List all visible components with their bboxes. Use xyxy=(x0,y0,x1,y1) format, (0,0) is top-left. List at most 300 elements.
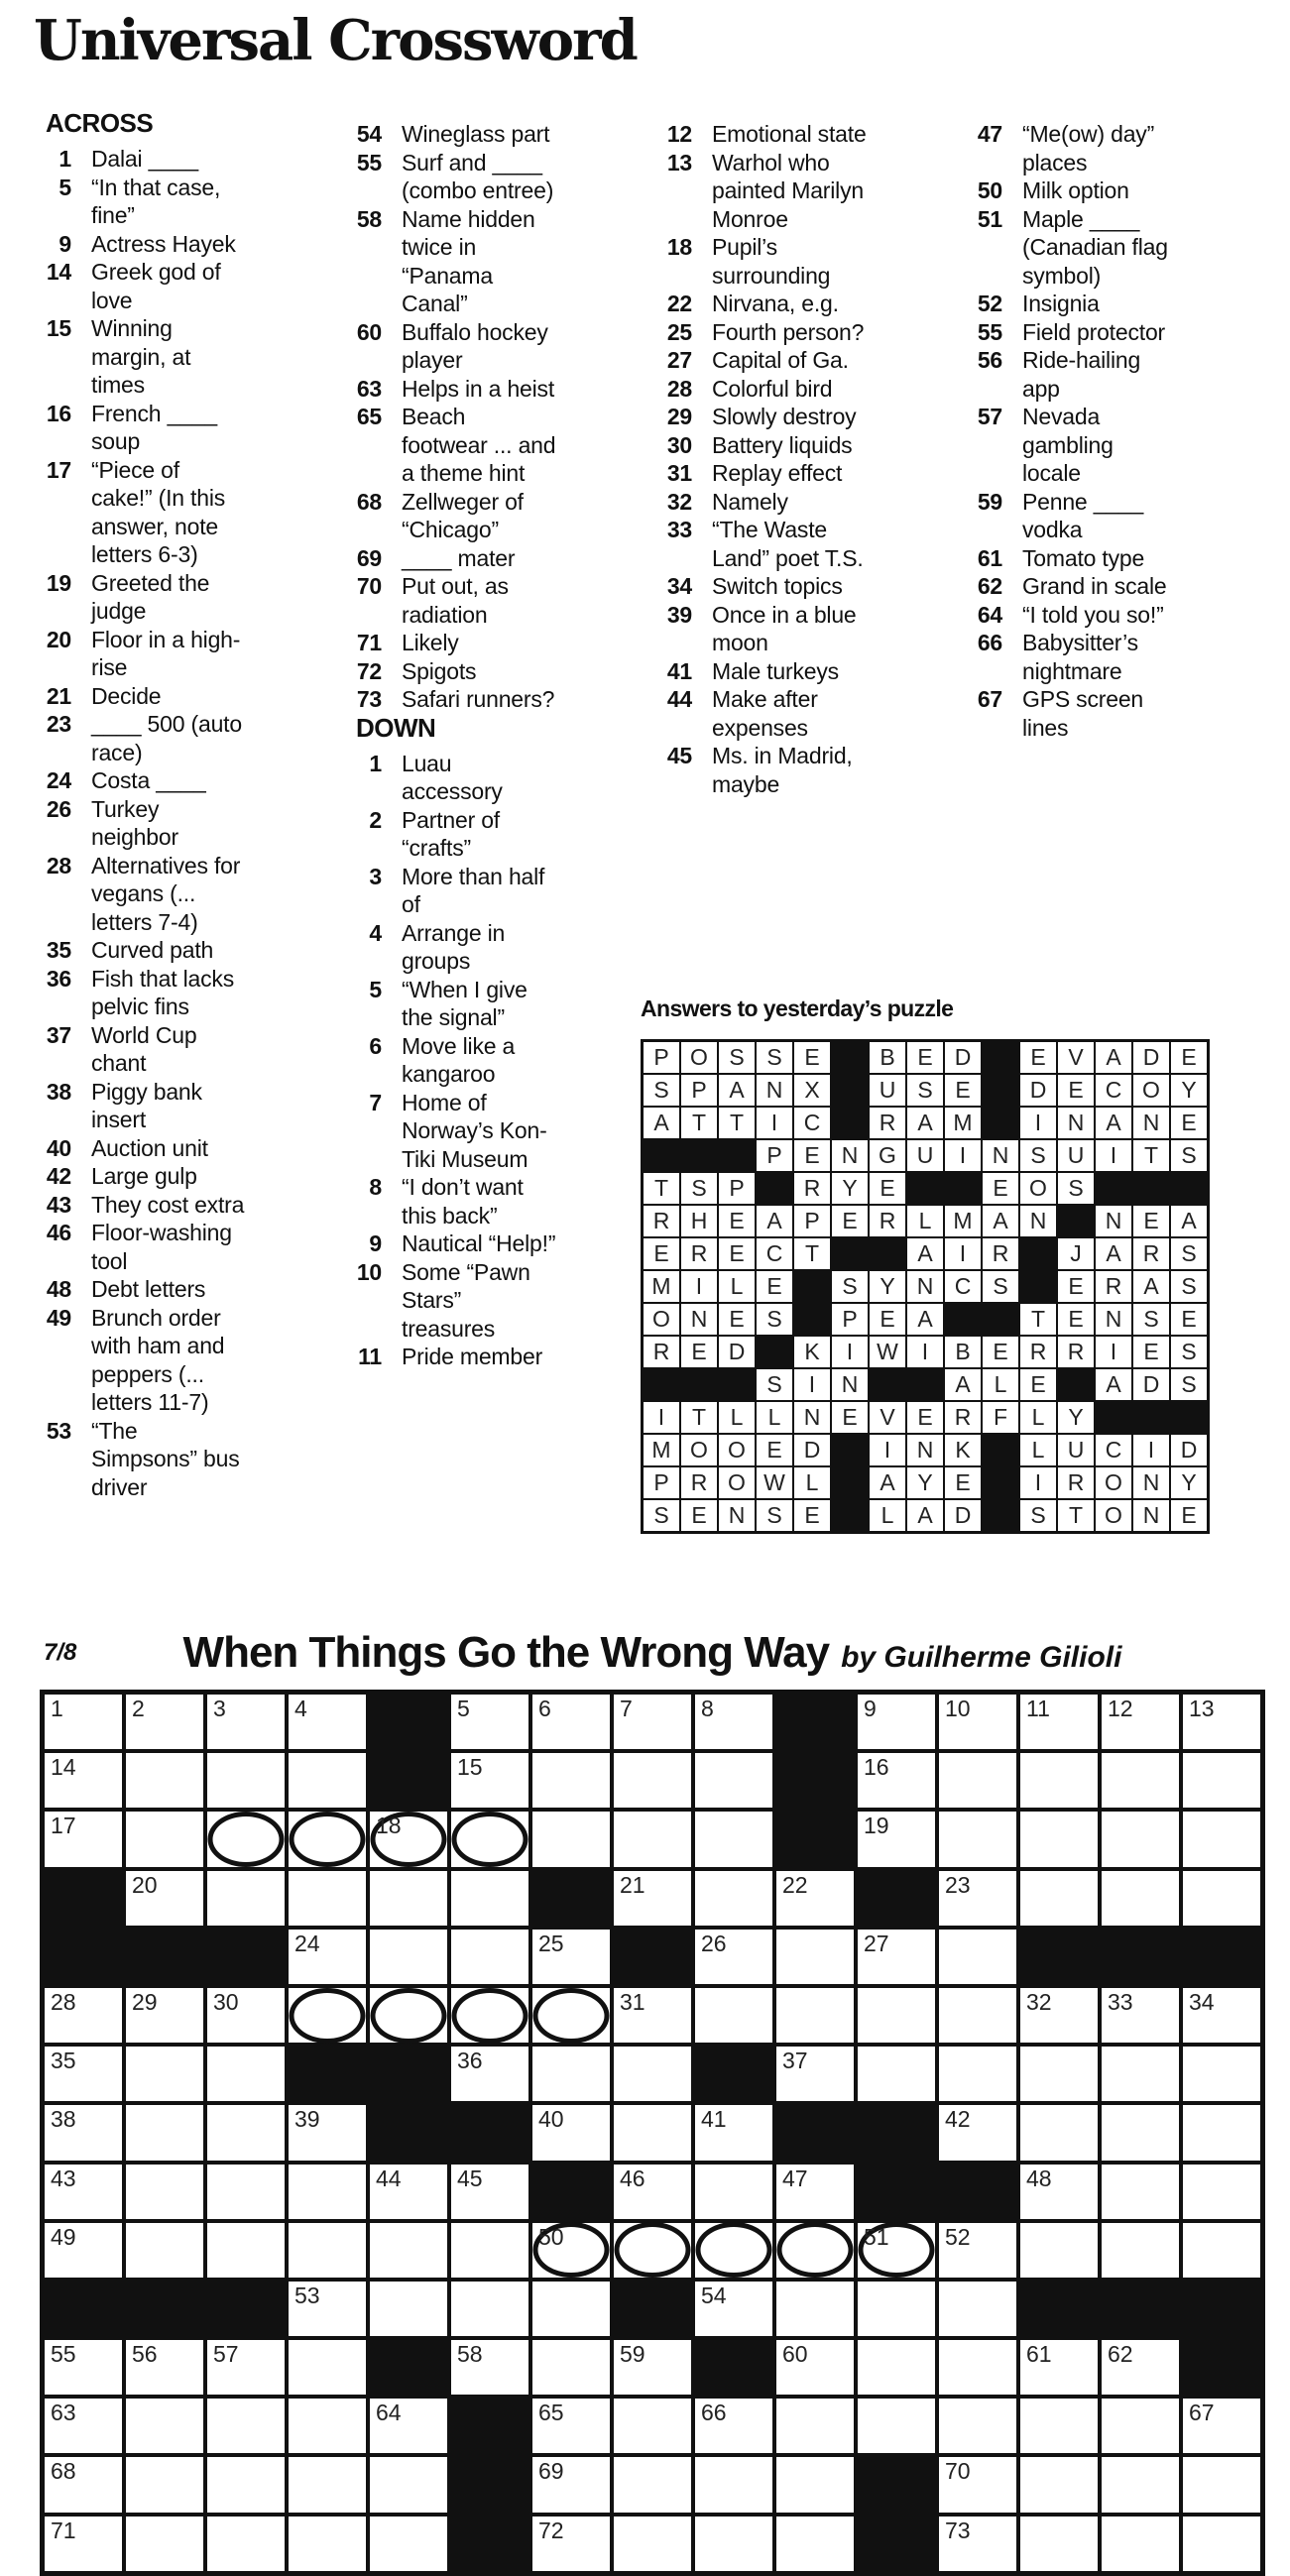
grid-cell[interactable] xyxy=(1183,2047,1260,2101)
cell-number: 47 xyxy=(782,2165,808,2191)
cell-number: 41 xyxy=(701,2106,727,2133)
grid-cell[interactable] xyxy=(126,2105,203,2160)
grid-cell[interactable] xyxy=(858,1812,935,1866)
grid-cell[interactable] xyxy=(1183,2457,1260,2512)
clue-text: Field protector xyxy=(1022,318,1166,345)
grid-cell[interactable] xyxy=(1020,2165,1098,2219)
grid-cell[interactable] xyxy=(370,1988,447,2043)
answer-cell: I xyxy=(907,1337,943,1367)
grid-cell[interactable] xyxy=(532,2457,610,2512)
clue-item xyxy=(650,346,873,375)
cell-number: 10 xyxy=(945,1696,971,1721)
grid-cell[interactable] xyxy=(289,2457,366,2512)
grid-cell[interactable] xyxy=(614,2047,691,2101)
answer-cell: Y xyxy=(1171,1467,1207,1498)
clue-number: 28 xyxy=(46,852,71,878)
grid-cell[interactable] xyxy=(126,2457,203,2512)
grid-cell[interactable] xyxy=(614,1988,691,2043)
grid-cell[interactable] xyxy=(1183,1695,1260,1749)
grid-cell[interactable] xyxy=(614,1812,691,1866)
grid-cell[interactable] xyxy=(370,2223,447,2278)
answer-cell: I xyxy=(1096,1140,1131,1171)
grid-cell[interactable] xyxy=(207,2457,285,2512)
grid-cell[interactable] xyxy=(939,2282,1016,2336)
grid-cell[interactable] xyxy=(45,1695,122,1749)
grid-cell[interactable] xyxy=(126,1812,203,1866)
answer-cell-black xyxy=(832,1042,868,1073)
grid-cell[interactable] xyxy=(45,2399,122,2453)
grid-cell[interactable] xyxy=(776,1988,854,2043)
grid-cell[interactable] xyxy=(1183,2517,1260,2571)
grid-cell[interactable] xyxy=(614,2340,691,2395)
grid-cell[interactable] xyxy=(289,2165,366,2219)
answer-cell: R xyxy=(870,1206,905,1236)
grid-cell[interactable] xyxy=(289,1871,366,1926)
grid-cell[interactable] xyxy=(858,1753,935,1808)
grid-cell[interactable] xyxy=(776,2517,854,2571)
grid-cell[interactable] xyxy=(532,2105,610,2160)
grid-cell-black xyxy=(289,2047,366,2101)
grid-cell[interactable] xyxy=(451,2047,528,2101)
grid-cell[interactable] xyxy=(776,2399,854,2453)
grid-cell[interactable] xyxy=(207,1753,285,1808)
grid-cell[interactable] xyxy=(1020,1695,1098,1749)
grid-cell[interactable] xyxy=(1102,1871,1179,1926)
grid-cell[interactable] xyxy=(532,2340,610,2395)
clue-text: “In that case, fine” xyxy=(91,174,221,228)
grid-cell[interactable] xyxy=(858,2340,935,2395)
grid-cell[interactable] xyxy=(289,1753,366,1808)
grid-cell[interactable] xyxy=(45,1812,122,1866)
grid-cell[interactable] xyxy=(1183,2105,1260,2160)
grid-cell[interactable] xyxy=(939,2340,1016,2395)
clue-text: Nevada gambling locale xyxy=(1022,404,1114,486)
theme-circle xyxy=(452,1988,528,2044)
grid-cell[interactable] xyxy=(776,2282,854,2336)
grid-cell[interactable] xyxy=(695,1695,772,1749)
grid-cell[interactable] xyxy=(614,2517,691,2571)
answer-cell: C xyxy=(757,1238,792,1269)
clue-text: Turkey neighbor xyxy=(91,795,178,850)
grid-cell[interactable] xyxy=(207,2047,285,2101)
page-title: Universal Crossword xyxy=(34,8,637,73)
grid-cell[interactable] xyxy=(776,2047,854,2101)
grid-cell[interactable] xyxy=(776,1930,854,1984)
grid-cell[interactable] xyxy=(695,2399,772,2453)
grid-cell[interactable] xyxy=(451,2165,528,2219)
clue-text: Ride-hailing app xyxy=(1022,347,1141,402)
grid-cell[interactable] xyxy=(451,1753,528,1808)
grid-cell-black xyxy=(45,1930,122,1984)
clue-text: Fish that lacks pelvic fins xyxy=(91,965,234,1019)
grid-cell[interactable] xyxy=(45,2105,122,2160)
grid-cell[interactable] xyxy=(45,2457,122,2512)
clue-text: Beach footwear ... and a theme hint xyxy=(402,404,556,486)
grid-cell[interactable] xyxy=(289,1695,366,1749)
grid-cell[interactable] xyxy=(1102,2457,1179,2512)
grid-cell[interactable] xyxy=(532,2282,610,2336)
grid-cell[interactable] xyxy=(370,1930,447,1984)
grid-cell[interactable] xyxy=(207,2223,285,2278)
grid-cell[interactable] xyxy=(370,2517,447,2571)
grid-cell[interactable] xyxy=(1020,1812,1098,1866)
clue-text: Decide xyxy=(91,682,162,709)
grid-cell[interactable] xyxy=(614,1695,691,1749)
cell-number: 52 xyxy=(945,2223,971,2250)
answer-cell: R xyxy=(983,1238,1018,1269)
grid-cell[interactable] xyxy=(289,2517,366,2571)
clue-item xyxy=(30,795,252,852)
answer-cell-black xyxy=(1133,1402,1169,1433)
grid-cell[interactable] xyxy=(695,2105,772,2160)
grid-cell[interactable] xyxy=(1183,2165,1260,2219)
answer-cell: A xyxy=(907,1238,943,1269)
grid-cell[interactable] xyxy=(939,2047,1016,2101)
grid-cell[interactable] xyxy=(207,2165,285,2219)
answer-cell: E xyxy=(1171,1042,1207,1073)
cell-number: 25 xyxy=(538,1930,564,1956)
grid-cell[interactable] xyxy=(614,2457,691,2512)
grid-cell[interactable] xyxy=(1183,1753,1260,1808)
grid-cell[interactable] xyxy=(126,1871,203,1926)
grid-cell[interactable] xyxy=(695,2223,772,2278)
grid-cell[interactable] xyxy=(451,1930,528,1984)
grid-cell[interactable] xyxy=(370,2165,447,2219)
grid-cell[interactable] xyxy=(1102,1812,1179,1866)
grid-cell-black xyxy=(776,2105,854,2160)
grid-cell[interactable] xyxy=(1102,2105,1179,2160)
grid-cell[interactable] xyxy=(207,1871,285,1926)
answer-cell-black xyxy=(832,1108,868,1138)
grid-cell[interactable] xyxy=(451,2282,528,2336)
answer-cell: Y xyxy=(870,1271,905,1302)
grid-cell[interactable] xyxy=(695,1988,772,2043)
clue-column-4 xyxy=(961,120,1183,742)
grid-cell[interactable] xyxy=(370,2399,447,2453)
grid-cell[interactable] xyxy=(1102,2340,1179,2395)
answer-cell: A xyxy=(1096,1369,1131,1400)
grid-cell[interactable] xyxy=(614,2223,691,2278)
answer-cell: E xyxy=(1171,1304,1207,1335)
grid-cell[interactable] xyxy=(1183,1871,1260,1926)
grid-cell[interactable] xyxy=(858,2223,935,2278)
clue-text: Replay effect xyxy=(712,460,843,486)
clue-number: 22 xyxy=(666,291,692,316)
clue-text: Name hidden twice in “Panama Canal” xyxy=(402,205,535,316)
grid-cell[interactable] xyxy=(289,2105,366,2160)
grid-cell[interactable] xyxy=(45,1753,122,1808)
grid-cell[interactable] xyxy=(614,1753,691,1808)
grid-cell[interactable] xyxy=(939,2105,1016,2160)
grid-cell[interactable] xyxy=(126,2047,203,2101)
grid-cell-black xyxy=(207,2282,285,2336)
clue-item xyxy=(30,1162,252,1191)
grid-cell[interactable] xyxy=(289,1812,366,1866)
grid-cell[interactable] xyxy=(207,2399,285,2453)
grid-cell[interactable] xyxy=(614,1871,691,1926)
theme-circle xyxy=(533,1988,610,2044)
grid-cell[interactable] xyxy=(695,2165,772,2219)
clue-number: 68 xyxy=(356,488,382,515)
clue-item xyxy=(30,258,252,314)
answer-cell: A xyxy=(1096,1042,1131,1073)
grid-cell[interactable] xyxy=(695,1753,772,1808)
grid-cell[interactable] xyxy=(939,2517,1016,2571)
grid-cell[interactable] xyxy=(1102,2165,1179,2219)
grid-cell[interactable] xyxy=(289,2399,366,2453)
grid-cell[interactable] xyxy=(289,2223,366,2278)
grid-cell[interactable] xyxy=(207,1988,285,2043)
grid-cell-black xyxy=(451,2517,528,2571)
grid-cell[interactable] xyxy=(1102,2517,1179,2571)
grid-cell[interactable] xyxy=(532,1753,610,1808)
grid-cell[interactable] xyxy=(1020,2399,1098,2453)
clue-number: 57 xyxy=(977,404,1002,429)
clue-item xyxy=(340,544,562,573)
grid-cell[interactable] xyxy=(370,2282,447,2336)
clue-item xyxy=(30,1304,252,1417)
grid-cell[interactable] xyxy=(126,1988,203,2043)
answer-cell: D xyxy=(945,1500,981,1531)
grid-cell[interactable] xyxy=(1102,1695,1179,1749)
grid-cell[interactable] xyxy=(858,2282,935,2336)
grid-cell[interactable] xyxy=(776,2165,854,2219)
grid-cell[interactable] xyxy=(207,1812,285,1866)
cell-number: 15 xyxy=(457,1754,483,1781)
grid-cell[interactable] xyxy=(45,2223,122,2278)
grid-cell[interactable] xyxy=(858,1930,935,1984)
grid-cell[interactable] xyxy=(126,2399,203,2453)
grid-cell[interactable] xyxy=(1020,2457,1098,2512)
grid-cell[interactable] xyxy=(939,1753,1016,1808)
grid-cell[interactable] xyxy=(370,2457,447,2512)
clue-item xyxy=(650,488,873,517)
grid-cell[interactable] xyxy=(1020,1871,1098,1926)
grid-cell[interactable] xyxy=(532,1812,610,1866)
grid-cell[interactable] xyxy=(532,1930,610,1984)
grid-cell[interactable] xyxy=(695,1871,772,1926)
clue-item xyxy=(961,346,1183,403)
grid-cell[interactable] xyxy=(776,2223,854,2278)
grid-cell[interactable] xyxy=(1020,2517,1098,2571)
cell-number: 64 xyxy=(376,2400,402,2426)
grid-cell[interactable] xyxy=(126,1695,203,1749)
clue-text: Put out, as radiation xyxy=(402,573,509,628)
grid-cell[interactable] xyxy=(126,2223,203,2278)
grid-cell[interactable] xyxy=(45,2047,122,2101)
grid-cell[interactable] xyxy=(1183,2223,1260,2278)
grid-cell[interactable] xyxy=(1102,2399,1179,2453)
clue-item xyxy=(650,431,873,460)
grid-cell[interactable] xyxy=(695,1930,772,1984)
clue-number: 10 xyxy=(356,1258,382,1285)
grid-cell[interactable] xyxy=(776,2340,854,2395)
grid-cell[interactable] xyxy=(126,2517,203,2571)
grid-cell-black xyxy=(370,2047,447,2101)
answer-cell: A xyxy=(907,1304,943,1335)
answer-cell: N xyxy=(907,1271,943,1302)
grid-cell[interactable] xyxy=(532,2399,610,2453)
grid-cell[interactable] xyxy=(451,1871,528,1926)
grid-cell[interactable] xyxy=(858,2399,935,2453)
grid-cell[interactable] xyxy=(776,2457,854,2512)
clue-number: 60 xyxy=(356,318,382,345)
grid-cell[interactable] xyxy=(1020,2047,1098,2101)
clue-item xyxy=(30,936,252,965)
grid-cell[interactable] xyxy=(451,1695,528,1749)
answer-cell: R xyxy=(1133,1238,1169,1269)
grid-cell[interactable] xyxy=(532,1695,610,1749)
grid-cell[interactable] xyxy=(207,1695,285,1749)
clue-item xyxy=(650,742,873,798)
grid-cell[interactable] xyxy=(1183,1812,1260,1866)
theme-circle xyxy=(696,2222,772,2278)
grid-cell[interactable] xyxy=(695,2282,772,2336)
clue-number: 70 xyxy=(356,573,382,599)
grid-cell[interactable] xyxy=(939,2457,1016,2512)
clue-number: 9 xyxy=(59,230,71,257)
grid-cell[interactable] xyxy=(126,1753,203,1808)
grid-cell[interactable] xyxy=(1020,2223,1098,2278)
answer-cell: S xyxy=(644,1075,679,1106)
grid-cell[interactable] xyxy=(207,2105,285,2160)
grid-cell[interactable] xyxy=(1183,2399,1260,2453)
clue-text: Arrange in groups xyxy=(402,919,506,974)
grid-cell[interactable] xyxy=(1020,2105,1098,2160)
answer-cell: R xyxy=(1058,1467,1094,1498)
grid-cell[interactable] xyxy=(1102,1988,1179,2043)
grid-cell[interactable] xyxy=(939,2223,1016,2278)
answer-cell: I xyxy=(1096,1337,1131,1367)
answer-cell: L xyxy=(1020,1402,1056,1433)
grid-cell[interactable] xyxy=(532,2223,610,2278)
clue-number: 3 xyxy=(369,863,382,889)
clue-item xyxy=(30,1219,252,1275)
grid-cell[interactable] xyxy=(451,1988,528,2043)
grid-cell[interactable] xyxy=(451,2340,528,2395)
clue-number: 25 xyxy=(666,318,692,345)
clue-item xyxy=(961,601,1183,630)
answer-cell: C xyxy=(794,1108,830,1138)
grid-cell[interactable] xyxy=(532,2517,610,2571)
answer-cell: E xyxy=(1133,1206,1169,1236)
clue-item xyxy=(961,205,1183,291)
grid-cell[interactable] xyxy=(1020,2340,1098,2395)
clue-number: 12 xyxy=(666,121,692,147)
grid-cell[interactable] xyxy=(614,2165,691,2219)
grid-cell[interactable] xyxy=(858,2047,935,2101)
answer-cell: N xyxy=(681,1304,717,1335)
grid-cell[interactable] xyxy=(45,2340,122,2395)
grid-cell-black xyxy=(695,2340,772,2395)
clue-number: 56 xyxy=(977,347,1002,373)
clue-number: 58 xyxy=(356,205,382,232)
grid-cell[interactable] xyxy=(370,1812,447,1866)
grid-cell[interactable] xyxy=(939,2399,1016,2453)
grid-cell[interactable] xyxy=(451,2223,528,2278)
grid-cell[interactable] xyxy=(289,2282,366,2336)
grid-cell[interactable] xyxy=(370,1871,447,1926)
grid-cell[interactable] xyxy=(45,2517,122,2571)
grid-cell[interactable] xyxy=(1102,2047,1179,2101)
answer-cell: E xyxy=(681,1500,717,1531)
grid-cell[interactable] xyxy=(695,2517,772,2571)
clue-item xyxy=(30,230,252,259)
grid-cell[interactable] xyxy=(858,1695,935,1749)
clue-item xyxy=(650,120,873,149)
grid-cell[interactable] xyxy=(289,2340,366,2395)
grid-cell[interactable] xyxy=(939,1695,1016,1749)
grid-cell[interactable] xyxy=(289,1930,366,1984)
grid-cell[interactable] xyxy=(1102,2223,1179,2278)
grid-cell[interactable] xyxy=(939,1812,1016,1866)
grid-cell[interactable] xyxy=(776,1871,854,1926)
clue-item xyxy=(340,750,562,806)
clue-text: Emotional state xyxy=(712,121,867,147)
grid-cell[interactable] xyxy=(45,1988,122,2043)
grid-cell[interactable] xyxy=(1020,1988,1098,2043)
clue-text: Actress Hayek xyxy=(91,230,236,257)
grid-cell[interactable] xyxy=(1102,1753,1179,1808)
clue-text: “Me(ow) day” places xyxy=(1022,121,1155,176)
cell-number: 30 xyxy=(213,1988,239,2015)
grid-cell-black xyxy=(776,1812,854,1866)
grid-cell[interactable] xyxy=(126,2340,203,2395)
grid-cell[interactable] xyxy=(939,1871,1016,1926)
answer-cell: L xyxy=(870,1500,905,1531)
answer-cell: Y xyxy=(1171,1075,1207,1106)
grid-cell[interactable] xyxy=(1020,1753,1098,1808)
answer-cell-black xyxy=(644,1140,679,1171)
clue-text: Safari runners? xyxy=(402,686,555,712)
grid-cell[interactable] xyxy=(532,2047,610,2101)
answer-cell-black xyxy=(794,1271,830,1302)
grid-cell[interactable] xyxy=(858,1988,935,2043)
grid-cell-black xyxy=(451,2399,528,2453)
cell-number: 70 xyxy=(945,2458,971,2485)
grid-cell-black xyxy=(1183,1930,1260,1984)
grid-cell[interactable] xyxy=(614,2105,691,2160)
clue-text: “The Simpsons” bus driver xyxy=(91,1417,240,1500)
answer-cell: A xyxy=(757,1206,792,1236)
grid-cell[interactable] xyxy=(939,1930,1016,1984)
answer-cell: S xyxy=(1020,1500,1056,1531)
cell-number: 32 xyxy=(1026,1988,1052,2015)
grid-cell[interactable] xyxy=(207,2340,285,2395)
grid-cell[interactable] xyxy=(614,2399,691,2453)
grid-cell[interactable] xyxy=(126,2165,203,2219)
grid-cell[interactable] xyxy=(289,1988,366,2043)
clue-item xyxy=(340,1258,562,1344)
answer-cell: E xyxy=(757,1271,792,1302)
answer-cell-black xyxy=(983,1304,1018,1335)
clue-item xyxy=(340,863,562,919)
grid-cell[interactable] xyxy=(207,2517,285,2571)
answer-cell: N xyxy=(832,1140,868,1171)
grid-cell[interactable] xyxy=(939,1988,1016,2043)
grid-cell[interactable] xyxy=(695,1812,772,1866)
grid-cell[interactable] xyxy=(1183,1988,1260,2043)
grid-cell[interactable] xyxy=(532,1988,610,2043)
grid-cell-black xyxy=(614,1930,691,1984)
clue-text: Warhol who painted Marilyn Monroe xyxy=(712,149,864,232)
clue-number: 34 xyxy=(666,573,692,599)
grid-cell[interactable] xyxy=(45,2165,122,2219)
cell-number: 45 xyxy=(457,2165,483,2191)
grid-cell[interactable] xyxy=(695,2457,772,2512)
grid-cell[interactable] xyxy=(451,1812,528,1866)
clue-text: Auction unit xyxy=(91,1134,208,1161)
